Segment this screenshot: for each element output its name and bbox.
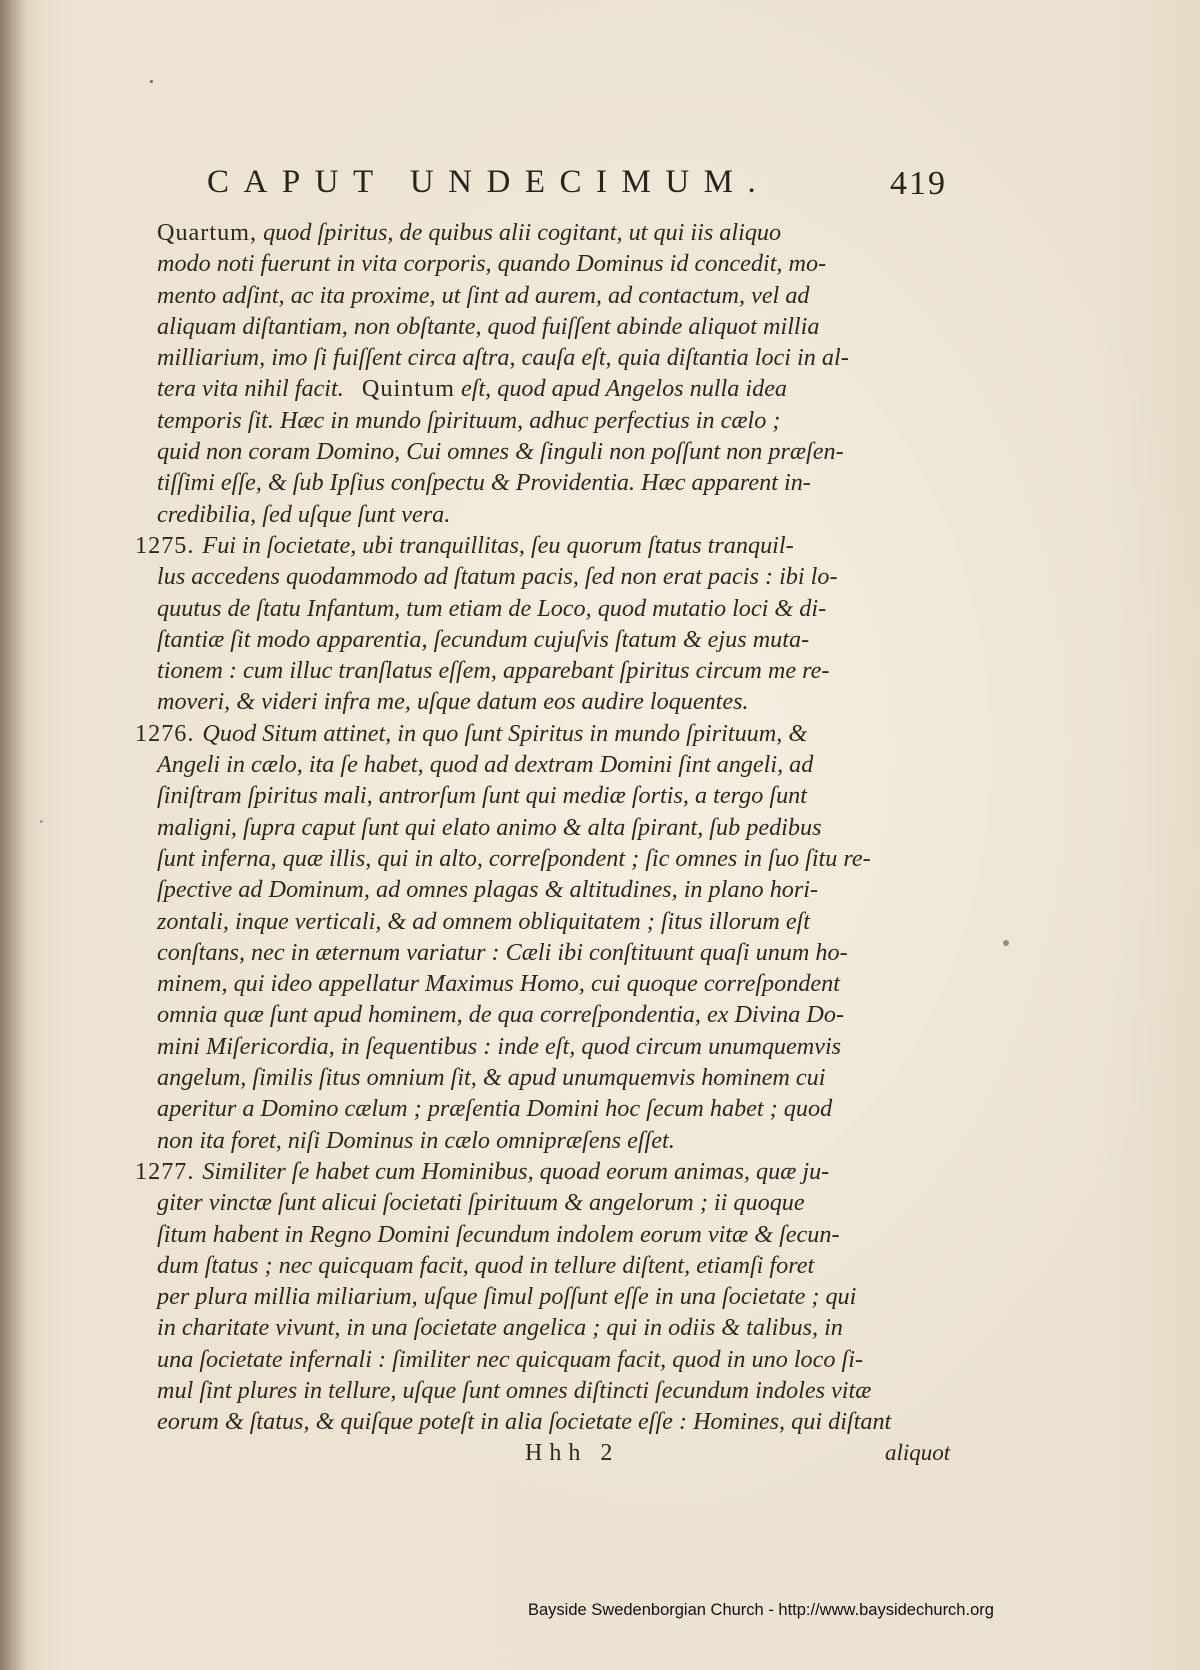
text-line: milliarium, imo ſi fuiſſent circa aſtra, cauſa eſt, quia diſtantia loci in al-	[157, 344, 849, 372]
text-line: Angeli in cælo, ita ſe habet, quod ad dextram Domini ſint angeli, ad	[157, 751, 814, 779]
paragraph-number: 1277.	[135, 1157, 195, 1185]
text-line: angelum, ſimilis ſitus omnium ſit, & apud unumquemvis hominem cui	[157, 1064, 826, 1092]
text-line: minem, qui ideo appellatur Maximus Homo, cui quoque correſpondent	[157, 970, 840, 998]
running-head	[207, 160, 947, 204]
text-line: ſitum habent in Regno Domini ſecundum indolem eorum vitæ & ſecun-	[157, 1220, 840, 1248]
paper-speck	[1003, 940, 1009, 946]
paragraph-number: 1276.	[135, 719, 195, 747]
text-line: dum ſtatus ; nec quicquam facit, quod in tellure diſtent, etiamſi foret	[157, 1251, 815, 1279]
text-line: mini Miſericordia, in ſequentibus : inde eſt, quod circum unumquemvis	[157, 1032, 842, 1060]
signature-mark: Hhh 2	[525, 1440, 620, 1466]
text-line: credibilia, ſed uſque ſunt vera.	[157, 500, 451, 528]
body-text	[135, 217, 960, 1438]
text-line: mul ſint plures in tellure, uſque ſunt omnes diſtincti ſecundum indoles vitæ	[157, 1376, 872, 1404]
text-line: ſiniſtram ſpiritus mali, antrorſum ſunt qui mediæ ſortis, a tergo ſunt	[157, 782, 807, 810]
text-line: 1276. Quod Situm attinet, in quo ſunt Spiritus in mundo ſpirituum, &	[135, 719, 808, 747]
text-line: modo noti fuerunt in vita corporis, quando Dominus id concedit, mo-	[157, 250, 827, 278]
paper-speck	[40, 820, 43, 823]
watermark-text: Bayside Swedenborgian Church - http://www.baysidechurch.org	[528, 1601, 994, 1619]
text-line: una ſocietate infernali : ſimiliter nec quicquam facit, quod in uno loco ſi-	[157, 1345, 864, 1373]
text-line: omnia quæ ſunt apud hominem, de qua correſpondentia, ex Divina Do-	[157, 1001, 845, 1029]
text-line: aliquam diſtantiam, non obſtante, quod fuiſſent abinde aliquot millia	[157, 312, 820, 340]
text-line: eorum & ſtatus, & quiſque poteſt in alia ſocietate eſſe : Homines, qui diſtant	[157, 1408, 892, 1436]
text-line: in charitate vivunt, in una ſocietate angelica ; qui in odiis & talibus, in	[157, 1314, 843, 1342]
text-line: non ita foret, niſi Dominus in cælo omnipræſens eſſet.	[157, 1126, 675, 1154]
text-line: Quartum, quod ſpiritus, de quibus alii cogitant, ut qui iis aliquo	[157, 219, 782, 246]
text-line: tiſſimi eſſe, & ſub Ipſius conſpectu & Providentia. Hæc apparent in-	[157, 469, 811, 497]
text-line: ſpective ad Dominum, ad omnes plagas & altitudines, in plano hori-	[157, 876, 819, 904]
text-line: quutus de ſtatu Infantum, tum etiam de Loco, quod mutatio loci & di-	[157, 594, 827, 622]
text-line: 1275. Fui in ſocietate, ubi tranquillitas, ſeu quorum ſtatus tranquil-	[135, 531, 794, 559]
text-line: tera vita nihil facit. Quintum eſt, quod apud Angelos nulla idea	[157, 375, 788, 403]
text-line: conſtans, nec in æternum variatur : Cæli ibi conſtituunt quaſi unum ho-	[157, 938, 848, 966]
text-line: zontali, inque verticali, & ad omnem obliquitatem ; ſitus illorum eſt	[157, 907, 811, 935]
text-line: ſunt inferna, quæ illis, qui in alto, correſpondent ; ſic omnes in ſuo ſitu re-	[157, 844, 871, 872]
text-line: per plura millia miliarium, uſque ſimul poſſunt eſſe in una ſocietate ; qui	[157, 1283, 857, 1311]
text-line: quid non coram Domino, Cui omnes & ſinguli non poſſunt non præſen-	[157, 438, 844, 466]
text-line: tionem : cum illuc tranſlatus eſſem, apparebant ſpiritus circum me re-	[157, 657, 830, 685]
catchword: aliquot	[885, 1440, 951, 1465]
text-line: lus accedens quodammodo ad ſtatum pacis, ſed non erat pacis : ibi lo-	[157, 563, 838, 591]
text-line: giter vinctæ ſunt alicui ſocietati ſpirituum & angelorum ; ii quoque	[157, 1189, 805, 1217]
running-title: CAPUT UNDECIMUM.	[207, 164, 771, 200]
paper-speck	[150, 80, 153, 83]
text-line: moveri, & videri infra me, uſque datum eos audire loquentes.	[157, 688, 749, 716]
text-line: temporis ſit. Hæc in mundo ſpirituum, adhuc perfectius in cælo ;	[157, 406, 781, 434]
page-number: 419	[890, 165, 947, 202]
text-line: 1277. Similiter ſe habet cum Hominibus, quoad eorum animas, quæ ju-	[135, 1157, 830, 1185]
paragraph-number: 1275.	[135, 531, 195, 559]
text-line: aperitur a Domino cælum ; præſentia Domini hoc ſecum habet ; quod	[157, 1095, 833, 1123]
text-line: maligni, ſupra caput ſunt qui elato animo & alta ſpirant, ſub pedibus	[157, 813, 822, 841]
text-line: mento adſint, ac ita proxime, ut ſint ad aurem, ad contactum, vel ad	[157, 281, 810, 309]
binding-gutter-shadow	[0, 0, 26, 1670]
text-line: ſtantiæ ſit modo apparentia, ſecundum cujuſvis ſtatum & ejus muta-	[157, 625, 810, 653]
